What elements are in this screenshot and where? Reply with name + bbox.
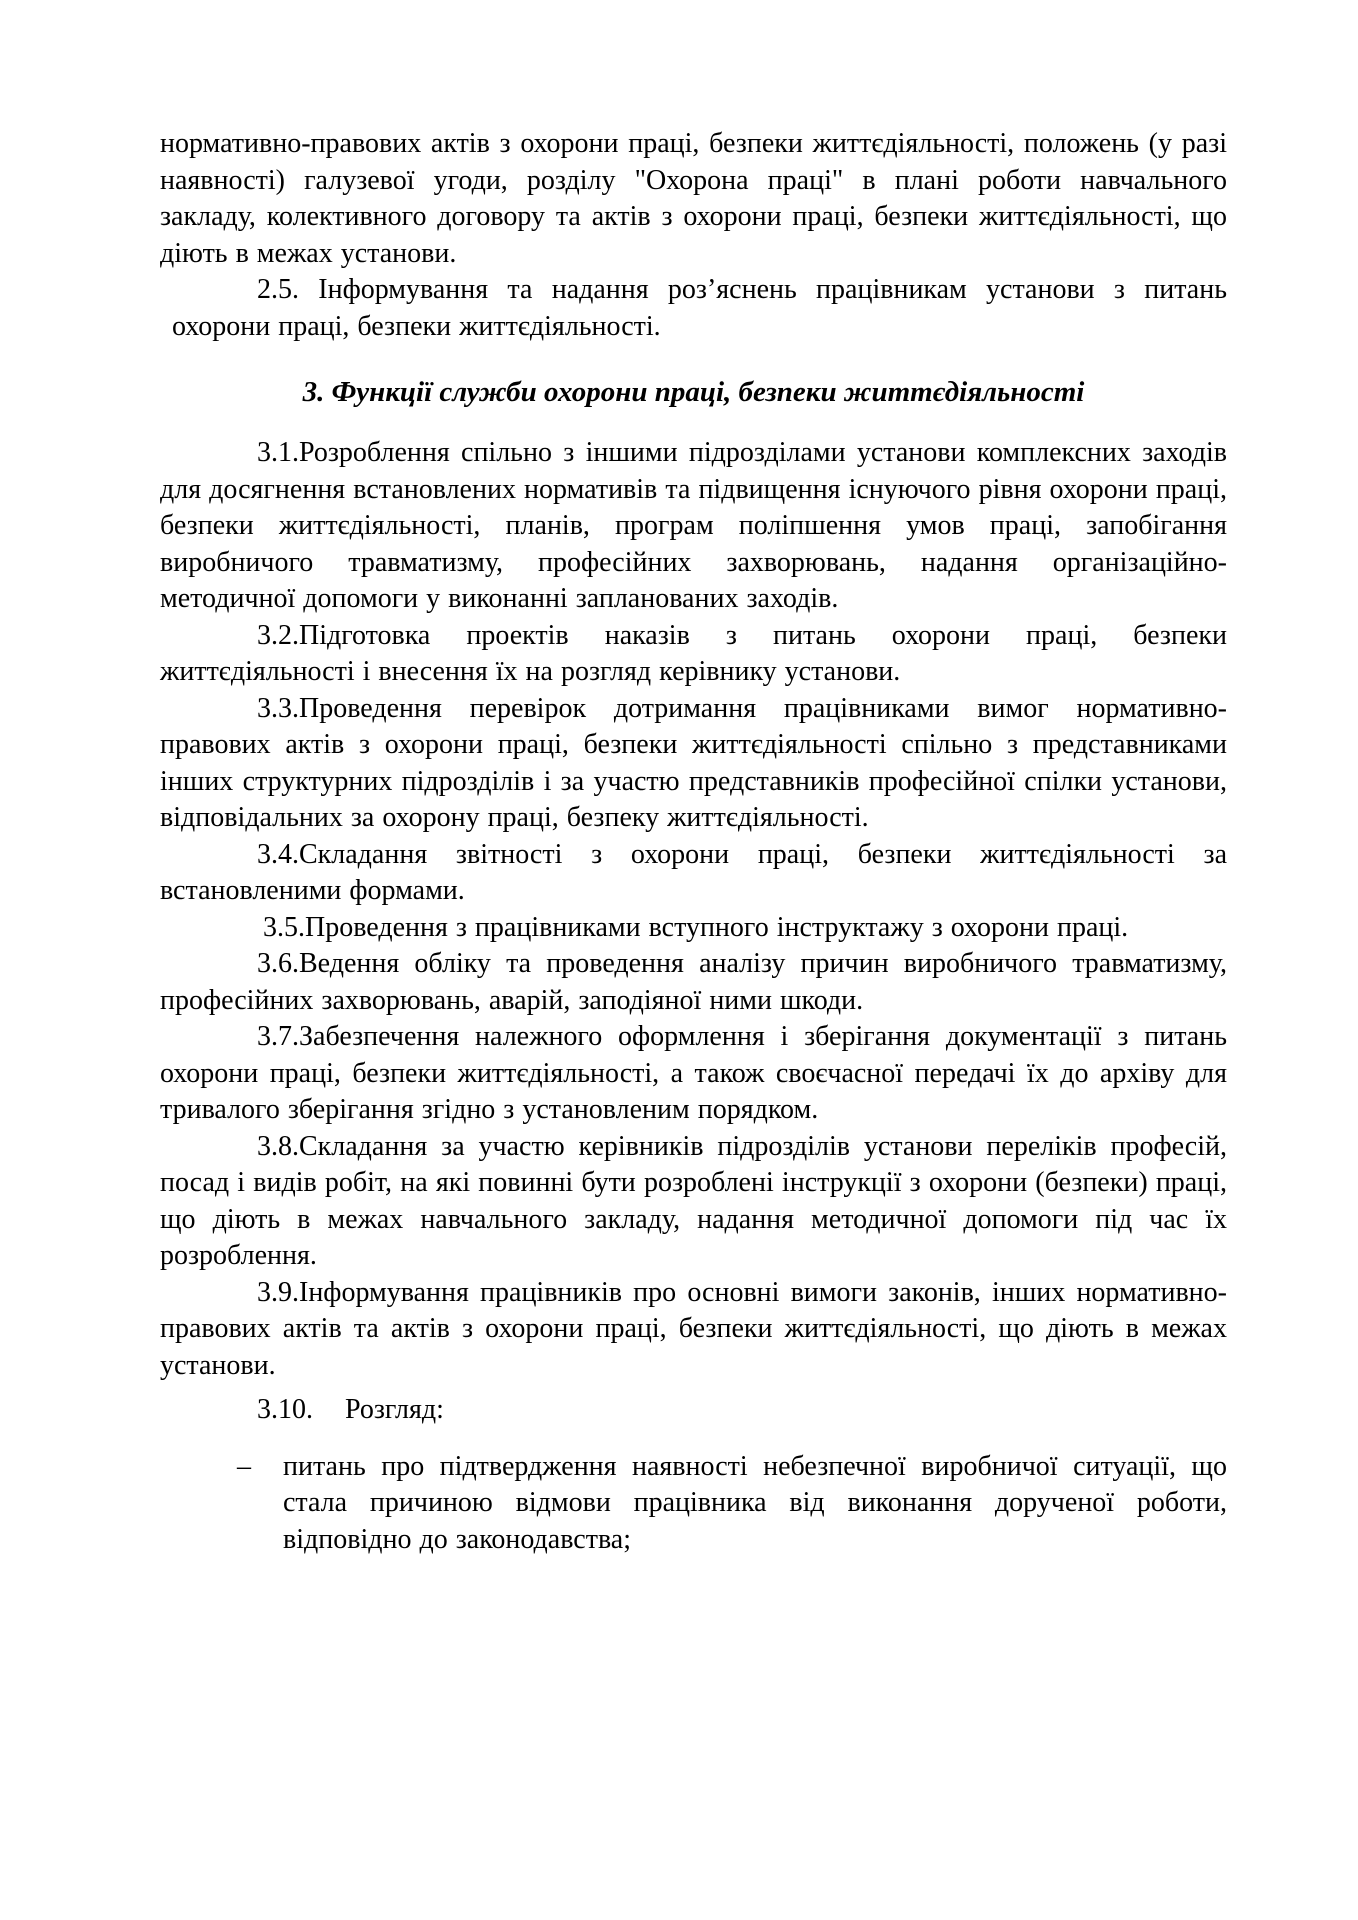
paragraph-3-6: 3.6.Ведення обліку та проведення аналізу причин виробничого травматизму, професійних захворювань, аварій, заподіяної ними шкоди. (160, 948, 1227, 1016)
paragraph-3-5: 3.5.Проведення з працівниками вступного інструктажу з охорони праці. (263, 911, 1129, 943)
paragraph-3-4: 3.4.Складання звітності з охорони праці, безпеки життєдіяльності за встановленими формами. (160, 838, 1227, 906)
dash-list (160, 1449, 1227, 1559)
paragraph-3-7: 3.7.Забезпечення належного оформлення і зберігання документації з питань охорони праці, безпеки життєдіяльності, а також своєчасної передачі їх до архіву для тривалого зберігання згідно з установленим порядком. (160, 1021, 1227, 1125)
paragraph-3-8: 3.8.Складання за участю керівників підрозділів установи переліків професій, посад і видів робіт, на які повинні бути розроблені інструкції з охорони (безпеки) праці, що діють в межах навчального закладу, надання методичної допомоги під час їх розроблення. (160, 1130, 1227, 1271)
paragraph-2-5: 2.5. Інформування та надання роз’яснень працівникам установи з питань охорони праці, безпеки життєдіяльності. (172, 274, 1227, 342)
dash-bullet: – (237, 1450, 251, 1482)
list-item (160, 1449, 1227, 1559)
paragraph-continuation-2-4: нормативно-правових актів з охорони праці, безпеки життєдіяльності, положень (у разі наявності) галузевої угоди, розділу "Охорона праці" в плані роботи навчального закладу, колективного договору та актів з охорони праці, безпеки життєдіяльності, що діють в межах установи. (160, 128, 1227, 269)
paragraph-3-1: 3.1.Розроблення спільно з іншими підрозділами установи комплексних заходів для досягнення встановлених нормативів та підвищення існуючого рівня охорони праці, безпеки життєдіяльності, планів, програм поліпшення умов праці, запобігання виробничого травматизму, професійних захворювань, надання організаційно-методичної допомоги у виконанні запланованих заходів. (160, 437, 1227, 614)
section-heading: 3. Функції служби охорони праці, безпеки життєдіяльності (302, 376, 1085, 408)
paragraph-3-2: 3.2.Підготовка проектів наказів з питань охорони праці, безпеки життєдіяльності і внесення їх на розгляд керівнику установи. (160, 619, 1227, 687)
paragraph-3-10-label: Розгляд: (345, 1394, 444, 1425)
paragraph-3-9: 3.9.Інформування працівників про основні вимоги законів, інших нормативно-правових актів та актів з охорони праці, безпеки життєдіяльності, що діють в межах установи. (160, 1276, 1227, 1381)
paragraph-3-3: 3.3.Проведення перевірок дотримання працівниками вимог нормативно-правових актів з охорони праці, безпеки життєдіяльності спільно з представниками інших структурних підрозділів і за участю представників професійної спілки установи, відповідальних за охорону праці, безпеку життєдіяльності. (160, 692, 1227, 833)
paragraph-3-10-number: 3.10. (257, 1394, 313, 1425)
list-item-text: питань про підтвердження наявності небезпечної виробничої ситуації, що стала причиною відмови працівника від виконання дорученої роботи, відповідно до законодавства; (283, 1450, 1227, 1555)
paragraph-3-10 (160, 1392, 1227, 1429)
